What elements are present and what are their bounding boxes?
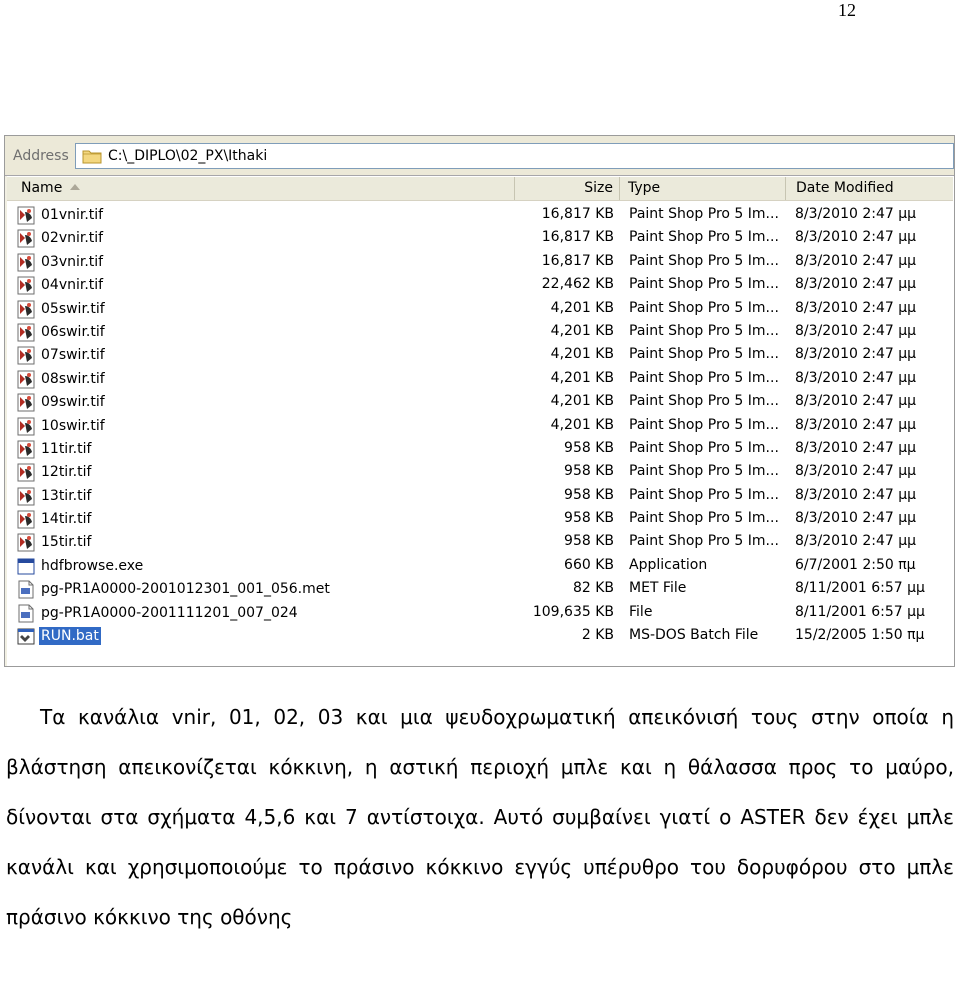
image-icon bbox=[17, 417, 35, 436]
column-header-name-label: Name bbox=[21, 180, 63, 196]
file-row[interactable] bbox=[7, 438, 953, 461]
file-date-modified: 8/3/2010 2:47 μμ bbox=[795, 252, 917, 269]
file-name: 09swir.tif bbox=[41, 394, 105, 411]
file-name: hdfbrowse.exe bbox=[41, 557, 144, 574]
file-date-modified: 8/3/2010 2:47 μμ bbox=[795, 393, 917, 410]
file-type: Paint Shop Pro 5 Im... bbox=[629, 416, 779, 433]
file-date-modified: 15/2/2005 1:50 πμ bbox=[795, 627, 925, 644]
file-name: 04vnir.tif bbox=[41, 277, 104, 294]
file-row[interactable] bbox=[7, 391, 953, 414]
file-row[interactable] bbox=[7, 368, 953, 391]
file-size: 958 KB bbox=[564, 486, 614, 503]
folder-icon bbox=[82, 148, 102, 164]
file-size: 16,817 KB bbox=[541, 206, 614, 222]
file-name: 06swir.tif bbox=[41, 323, 105, 340]
file-row[interactable] bbox=[7, 531, 953, 554]
file-type: MS-DOS Batch File bbox=[629, 627, 759, 644]
body-paragraph: Τα κανάλια vnir, 01, 02, 03 και μια ψευδοχρωματική απεικόνισή τους στην οποία η βλάστηση απεικονίζεται κόκκινη, η αστική περιοχή μπλε και η θάλασσα προς το μαύρο, δίνονται στα σχήματα 4,5,6 και 7 αντίστοιχα. Αυτό συμβαίνει γιατί ο ASTER δεν έχει μπλε κανάλι και χρησιμοποιούμε το πράσινο κόκκινο εγγύς υπέρυθρο του δορυφόρου στο μπλε πράσινο κόκκινο της οθόνης bbox=[6, 705, 954, 929]
file-row[interactable] bbox=[7, 625, 953, 648]
file-row[interactable] bbox=[7, 415, 953, 438]
image-icon bbox=[17, 323, 35, 342]
file-date-modified: 8/3/2010 2:47 μμ bbox=[795, 533, 917, 550]
address-field[interactable] bbox=[75, 143, 954, 169]
file-size: 4,201 KB bbox=[550, 346, 614, 363]
file-date-modified: 8/3/2010 2:47 μμ bbox=[795, 463, 917, 480]
file-row[interactable] bbox=[7, 344, 953, 367]
file-name: 15tir.tif bbox=[41, 534, 92, 551]
file-type: Paint Shop Pro 5 Im... bbox=[629, 463, 779, 480]
document-icon bbox=[17, 604, 35, 623]
file-type: Paint Shop Pro 5 Im... bbox=[629, 439, 779, 456]
file-size: 4,201 KB bbox=[550, 322, 614, 339]
file-type: Paint Shop Pro 5 Im... bbox=[629, 299, 779, 316]
sort-ascending-icon bbox=[70, 184, 80, 190]
address-path: C:\_DIPLO\02_PX\Ithaki bbox=[108, 148, 268, 164]
file-type: Paint Shop Pro 5 Im... bbox=[629, 486, 779, 503]
file-type: Paint Shop Pro 5 Im... bbox=[629, 346, 779, 363]
column-header-size[interactable]: Size bbox=[515, 177, 620, 200]
image-icon bbox=[17, 463, 35, 482]
file-size: 2 KB bbox=[581, 627, 614, 644]
file-size: 82 KB bbox=[572, 580, 614, 597]
file-size: 16,817 KB bbox=[541, 252, 614, 269]
image-icon bbox=[17, 393, 35, 412]
file-type: Paint Shop Pro 5 Im... bbox=[629, 206, 779, 222]
image-icon bbox=[17, 346, 35, 365]
column-header bbox=[7, 177, 953, 201]
batch-icon bbox=[17, 627, 35, 646]
file-row[interactable] bbox=[7, 204, 953, 227]
file-size: 109,635 KB bbox=[532, 603, 614, 620]
file-name: 03vnir.tif bbox=[41, 253, 104, 270]
file-date-modified: 8/11/2001 6:57 μμ bbox=[795, 580, 925, 597]
file-row[interactable] bbox=[7, 602, 953, 625]
file-type: Paint Shop Pro 5 Im... bbox=[629, 276, 779, 293]
file-size: 4,201 KB bbox=[550, 299, 614, 316]
file-name: 12tir.tif bbox=[41, 464, 92, 481]
document-icon bbox=[17, 580, 35, 599]
file-name: 07swir.tif bbox=[41, 347, 105, 364]
file-type: Paint Shop Pro 5 Im... bbox=[629, 322, 779, 339]
image-icon bbox=[17, 370, 35, 389]
image-icon bbox=[17, 253, 35, 272]
file-row[interactable] bbox=[7, 251, 953, 274]
file-size: 4,201 KB bbox=[550, 369, 614, 386]
image-icon bbox=[17, 206, 35, 225]
file-size: 958 KB bbox=[564, 533, 614, 550]
file-size: 16,817 KB bbox=[541, 229, 614, 246]
file-name: 08swir.tif bbox=[41, 370, 105, 387]
file-type: File bbox=[629, 603, 653, 620]
file-type: Paint Shop Pro 5 Im... bbox=[629, 533, 779, 550]
file-date-modified: 8/3/2010 2:47 μμ bbox=[795, 276, 917, 293]
file-name: 05swir.tif bbox=[41, 300, 105, 317]
file-size: 958 KB bbox=[564, 439, 614, 456]
column-header-type[interactable]: Type bbox=[620, 177, 786, 200]
image-icon bbox=[17, 510, 35, 529]
file-date-modified: 8/3/2010 2:47 μμ bbox=[795, 299, 917, 316]
address-label: Address bbox=[13, 148, 69, 164]
file-name: 11tir.tif bbox=[41, 440, 92, 457]
image-icon bbox=[17, 533, 35, 552]
page-number: 12 bbox=[838, 0, 856, 20]
file-size: 660 KB bbox=[564, 556, 614, 573]
file-type: Paint Shop Pro 5 Im... bbox=[629, 252, 779, 269]
file-date-modified: 8/3/2010 2:47 μμ bbox=[795, 369, 917, 386]
file-type: Paint Shop Pro 5 Im... bbox=[629, 510, 779, 527]
file-type: Application bbox=[629, 556, 708, 573]
file-rows bbox=[7, 204, 953, 648]
file-date-modified: 6/7/2001 2:50 πμ bbox=[795, 556, 916, 573]
file-name: RUN.bat bbox=[41, 628, 99, 645]
file-name: 01vnir.tif bbox=[41, 207, 104, 223]
file-size: 958 KB bbox=[564, 463, 614, 480]
file-date-modified: 8/3/2010 2:47 μμ bbox=[795, 486, 917, 503]
file-row[interactable] bbox=[7, 485, 953, 508]
image-icon bbox=[17, 487, 35, 506]
file-row[interactable] bbox=[7, 578, 953, 601]
file-type: Paint Shop Pro 5 Im... bbox=[629, 393, 779, 410]
column-header-date-modified[interactable]: Date Modified bbox=[796, 180, 894, 196]
file-size: 4,201 KB bbox=[550, 393, 614, 410]
image-icon bbox=[17, 276, 35, 295]
address-bar bbox=[5, 136, 954, 176]
column-header-name[interactable] bbox=[7, 177, 515, 200]
file-date-modified: 8/3/2010 2:47 μμ bbox=[795, 439, 917, 456]
file-name: 02vnir.tif bbox=[41, 230, 104, 247]
file-name: pg-PR1A0000-2001111201_007_024 bbox=[41, 604, 298, 621]
file-type: Paint Shop Pro 5 Im... bbox=[629, 229, 779, 246]
file-type: MET File bbox=[629, 580, 687, 597]
file-date-modified: 8/11/2001 6:57 μμ bbox=[795, 603, 925, 620]
file-name: 13tir.tif bbox=[41, 487, 92, 504]
file-type: Paint Shop Pro 5 Im... bbox=[629, 369, 779, 386]
file-size: 22,462 KB bbox=[541, 276, 614, 293]
image-icon bbox=[17, 229, 35, 248]
image-icon bbox=[17, 300, 35, 319]
file-date-modified: 8/3/2010 2:47 μμ bbox=[795, 206, 917, 222]
file-name: 14tir.tif bbox=[41, 511, 92, 528]
file-row[interactable] bbox=[7, 227, 953, 250]
file-name: 10swir.tif bbox=[41, 417, 105, 434]
file-row[interactable] bbox=[7, 461, 953, 484]
image-icon bbox=[17, 440, 35, 459]
file-size: 958 KB bbox=[564, 510, 614, 527]
application-icon bbox=[17, 557, 35, 576]
file-explorer-window bbox=[4, 135, 955, 667]
file-row[interactable] bbox=[7, 298, 953, 321]
file-row[interactable] bbox=[7, 555, 953, 578]
file-row[interactable] bbox=[7, 274, 953, 297]
file-name: pg-PR1A0000-2001012301_001_056.met bbox=[41, 581, 330, 598]
file-date-modified: 8/3/2010 2:47 μμ bbox=[795, 322, 917, 339]
file-date-modified: 8/3/2010 2:47 μμ bbox=[795, 416, 917, 433]
file-date-modified: 8/3/2010 2:47 μμ bbox=[795, 346, 917, 363]
file-size: 4,201 KB bbox=[550, 416, 614, 433]
file-date-modified: 8/3/2010 2:47 μμ bbox=[795, 510, 917, 527]
file-row[interactable] bbox=[7, 321, 953, 344]
file-row[interactable] bbox=[7, 508, 953, 531]
file-date-modified: 8/3/2010 2:47 μμ bbox=[795, 229, 917, 246]
